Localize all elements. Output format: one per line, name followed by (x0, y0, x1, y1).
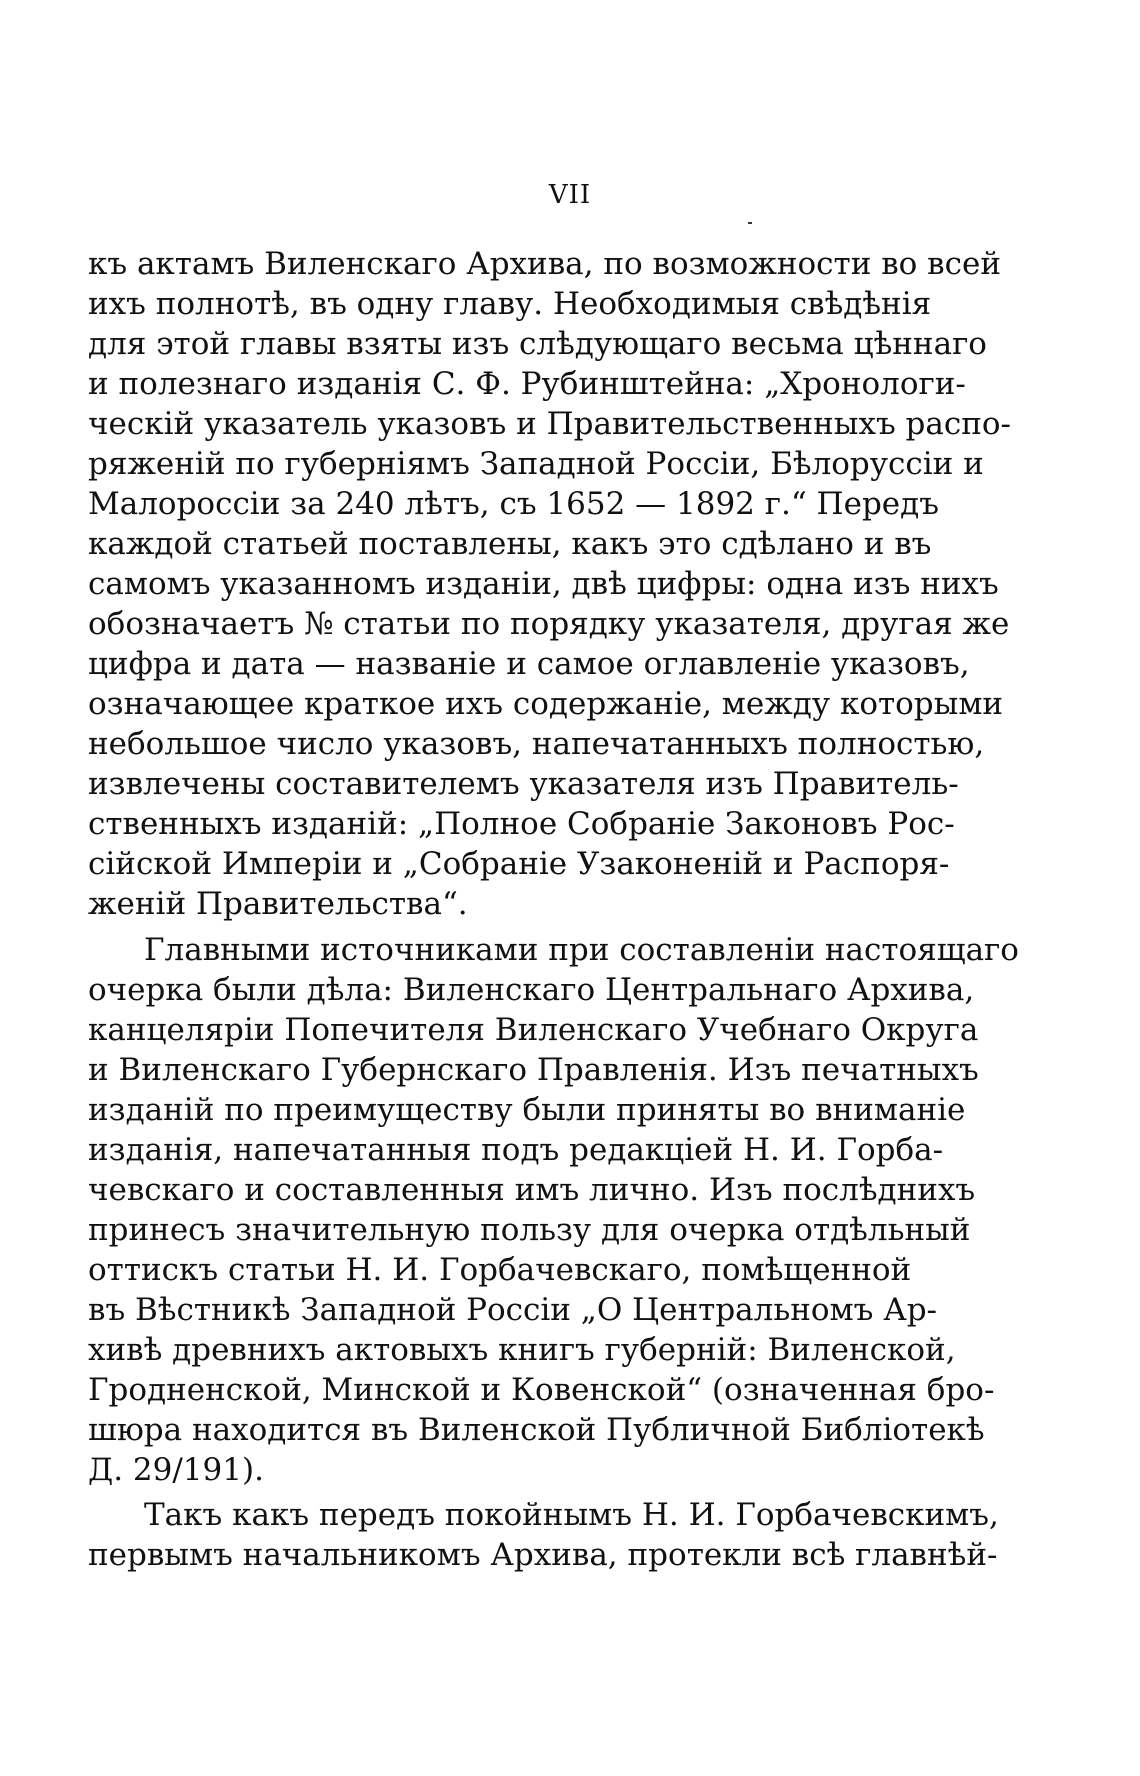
text-line: изданія, напечатанныя подъ редакціей Н. И. Горба- (88, 1132, 944, 1168)
page-number: VII (548, 180, 592, 210)
text-line: Такъ какъ передъ покойнымъ Н. И. Горбачевскимъ, (144, 1497, 999, 1533)
text-line: и полезнаго изданія С. Ф. Рубинштейна: „Хронологи- (88, 366, 966, 402)
text-line: Малороссіи за 240 лѣтъ, съ 1652 — 1892 г.“ Передъ (88, 486, 939, 522)
text-line: къ актамъ Виленскаго Архива, по возможности во всей (88, 246, 1002, 282)
text-line: извлечены составителемъ указателя изъ Правитель- (88, 766, 959, 802)
text-line: Гродненской, Минской и Ковенской“ (означенная бро- (88, 1372, 995, 1408)
text-line: чевскаго и составленныя имъ лично. Изъ послѣднихъ (88, 1172, 976, 1208)
text-line: очерка были дѣла: Виленскаго Центральнаго Архива, (88, 972, 975, 1008)
text-line: небольшое число указовъ, напечатанныхъ полностью, (88, 726, 985, 762)
text-line: Д. 29/191). (88, 1452, 264, 1488)
text-line: ческій указатель указовъ и Правительственныхъ распо- (88, 406, 1012, 442)
text-line: ихъ полнотѣ, въ одну главу. Необходимыя свѣдѣнія (88, 286, 932, 322)
text-line: оттискъ статьи Н. И. Горбачевскаго, помѣщенной (88, 1252, 912, 1288)
text-line: первымъ начальникомъ Архива, протекли всѣ главнѣй- (88, 1537, 998, 1573)
text-line: принесъ значительную пользу для очерка отдѣльный (88, 1212, 971, 1248)
text-line: сійской Имперіи и „Собраніе Узаконеній и Распоря- (88, 846, 950, 882)
text-line: канцеляріи Попечителя Виленскаго Учебнаго Округа (88, 1012, 979, 1048)
text-line: самомъ указанномъ изданіи, двѣ цифры: одна изъ нихъ (88, 566, 999, 602)
print-speck (748, 222, 752, 224)
paragraph-3 (88, 1495, 999, 1575)
text-line: женій Правительства“. (88, 886, 468, 922)
text-line: Главными источниками при составленіи настоящаго (144, 932, 1019, 968)
text-line: хивѣ древнихъ актовыхъ книгъ губерній: Виленской, (88, 1332, 956, 1368)
text-line: для этой главы взяты изъ слѣдующаго весьма цѣннаго (88, 326, 987, 362)
text-line: изданій по преимуществу были приняты во вниманіе (88, 1092, 966, 1128)
text-line: цифра и дата — названіе и самое оглавленіе указовъ, (88, 646, 970, 682)
text-line: шюра находится въ Виленской Публичной Библіотекѣ (88, 1412, 985, 1448)
text-line: и Виленскаго Губернскаго Правленія. Изъ печатныхъ (88, 1052, 979, 1088)
text-line: ственныхъ изданій: „Полное Собраніе Законовъ Рос- (88, 806, 955, 842)
text-line: ряженій по губерніямъ Западной Россіи, Бѣлоруссіи и (88, 446, 984, 482)
text-line: въ Вѣстникѣ Западной Россіи „О Центральномъ Ар- (88, 1292, 938, 1328)
paragraph-2 (88, 930, 1019, 1490)
text-line: означающее краткое ихъ содержаніе, между которыми (88, 686, 1004, 722)
text-line: каждой статьей поставлены, какъ это сдѣлано и въ (88, 526, 932, 562)
paragraph-1 (88, 244, 1012, 924)
text-line: обозначаетъ № статьи по порядку указателя, другая же (88, 606, 1010, 642)
